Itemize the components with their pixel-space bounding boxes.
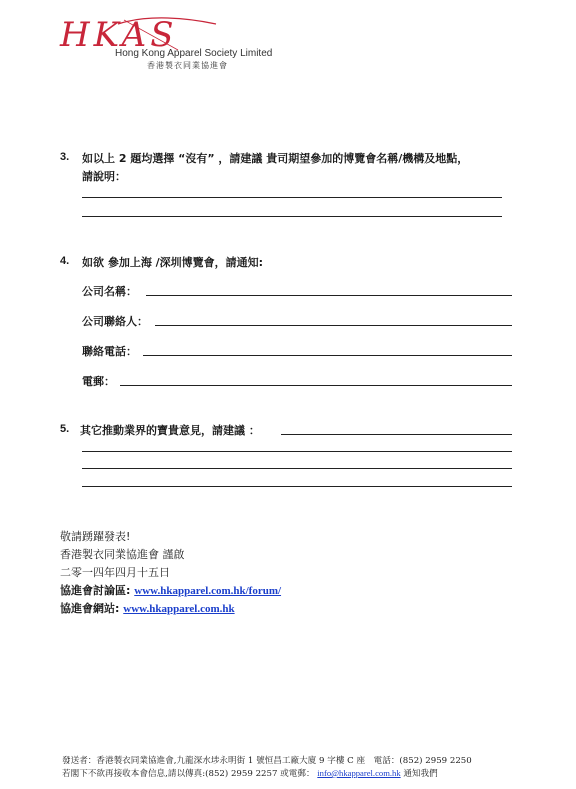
forum-row [60, 582, 281, 598]
q5-answer-line-2[interactable] [82, 451, 512, 452]
logo-wordmark: HKAS [60, 15, 178, 55]
q5-answer-line-1[interactable] [281, 434, 512, 435]
website-link[interactable]: www.hkapparel.com.hk [123, 603, 235, 615]
q3-text-2: 請說明： [82, 170, 126, 183]
q4-number: 4. [60, 255, 70, 267]
website-label: 協進會網站: [60, 602, 120, 615]
q3-number: 3. [60, 151, 70, 163]
phone-field[interactable] [143, 355, 512, 356]
q3-answer-line-1[interactable] [82, 197, 502, 198]
forum-label: 協進會討論區: [60, 584, 131, 597]
company-name-field[interactable] [146, 295, 512, 296]
email-field[interactable] [120, 385, 512, 386]
closing-line-2: 香港製衣同業協進會 謹啟 [60, 548, 185, 561]
company-contact-label: 公司聯絡人： [82, 315, 148, 328]
footer-email-link[interactable]: info@hkapparel.com.hk [317, 768, 401, 778]
q5-answer-line-3[interactable] [82, 468, 512, 469]
company-name-label: 公司名稱： [82, 285, 137, 298]
q5-number: 5. [60, 423, 70, 435]
q5-text: 其它推動業界的寶貴意見，請建議 ： [80, 424, 260, 437]
q3-text: 如以上 2 題均選擇 “沒有” ，請建議 貴司期望參加的博覽會名稱/機構及地點， [82, 152, 469, 165]
logo-name-en: Hong Kong Apparel Society Limited [115, 48, 273, 59]
logo-name-zh: 香港製衣同業協進會 [147, 61, 228, 70]
closing-date: 二零一四年四月十五日 [60, 566, 170, 579]
company-contact-field[interactable] [155, 325, 512, 326]
q5-answer-line-4[interactable] [82, 486, 512, 487]
q4-text: 如欲 參加上海 /深圳博覽會，請通知: [82, 256, 264, 269]
phone-label: 聯絡電話： [82, 345, 137, 358]
footer-notify-text: 通知我們 [403, 769, 438, 779]
footer-unsubscribe-text: 若閣下不欲再接收本會信息,請以傳真:(852) 2959 2257 或電郵： [62, 769, 315, 779]
footer-unsubscribe-line [62, 767, 438, 779]
email-label: 電郵： [82, 375, 115, 388]
footer-sender-line: 發送者：香港製衣同業協進會,九龍深水埗永明街 1 號恒昌工廠大廈 9 字樓 C 座 電話：(852) 2959 2250 [62, 756, 472, 766]
closing-line-1: 敬請踴躍發表! [60, 530, 131, 543]
website-row [60, 600, 235, 616]
forum-link[interactable]: www.hkapparel.com.hk/forum/ [134, 585, 282, 597]
q3-answer-line-2[interactable] [82, 216, 502, 217]
